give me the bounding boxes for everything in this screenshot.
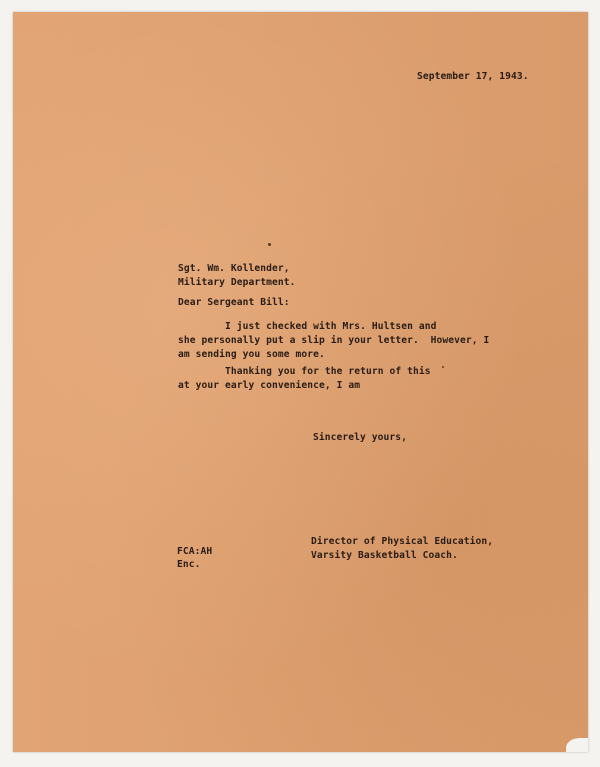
letter-date: September 17, 1943. <box>417 71 529 82</box>
body-line: am sending you some more. <box>178 349 325 360</box>
recipient-name: Sgt. Wm. Kollender, <box>178 263 290 274</box>
signature-subtitle: Varsity Basketball Coach. <box>311 550 458 561</box>
body-line: I just checked with Mrs. Hultsen and <box>178 321 437 332</box>
enclosure-note: Enc. <box>177 559 201 570</box>
signature-title: Director of Physical Education, <box>311 536 494 547</box>
body-line: at your early convenience, I am <box>178 380 361 391</box>
recipient-department: Military Department. <box>178 277 296 288</box>
salutation: Dear Sergeant Bill: <box>178 297 290 308</box>
closing: Sincerely yours, <box>313 432 408 443</box>
body-line: she personally put a slip in your letter. However, I <box>178 335 490 346</box>
torn-corner <box>566 738 588 752</box>
body-line: Thanking you for the return of this <box>178 366 431 377</box>
reference-initials: FCA:AH <box>177 546 213 557</box>
ink-speck <box>442 366 444 368</box>
ink-speck <box>268 243 271 246</box>
